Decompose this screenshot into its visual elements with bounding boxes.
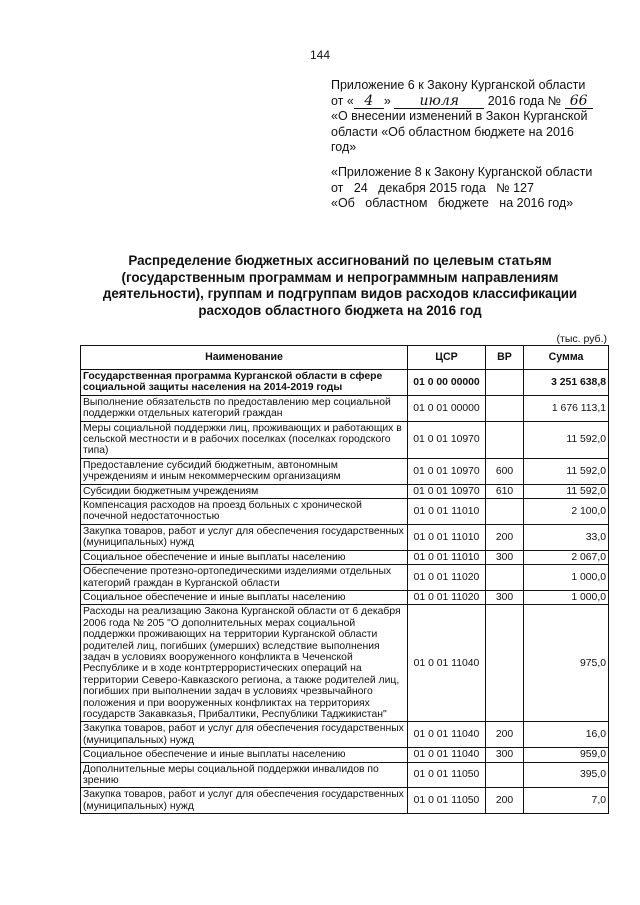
cell-name: Закупка товаров, работ и услуг для обеспечения государственных (муниципальных) нужд (81, 722, 408, 748)
appendix-8-line2: от 24 декабря 2015 года № 127 (331, 180, 534, 195)
cell-vr: 300 (486, 590, 524, 604)
cell-vr: 300 (486, 550, 524, 564)
appendix-8-line3: «Об областном бюджете на 2016 год» (331, 196, 574, 210)
cell-name: Предоставление субсидий бюджетным, автономным учреждениям и иным некоммерческим организациям (81, 458, 408, 484)
table-row (81, 499, 609, 525)
appendix-6-line4: области «Об областном бюджете на 2016 (331, 124, 574, 139)
handwritten-number: 66 (565, 95, 593, 109)
page-number: 144 (309, 48, 331, 62)
cell-name: Расходы на реализацию Закона Курганской области от 6 декабря 2006 года № 205 "О дополнительных мерах социальной поддержки проживающих на территории Курганской области родителей лиц, погибших (умерших) вследствие выполнения задач в условиях вооруженного конфликта в Чеченской Республике и в ходе контртеррористических операций на территории Северо-Кавказского региона, а также родителей лиц, погибших при выполнении задач в условиях чрезвычайного положения и при вооруженных конфликтах на территориях государств Закавказья, Прибалтики, Республики Таджикистан" (81, 605, 408, 722)
table-row (81, 421, 609, 458)
cell-vr (486, 499, 524, 525)
cell-sum: 11 592,0 (524, 484, 609, 498)
table-row (81, 788, 609, 814)
table-row (81, 484, 609, 498)
cell-csr: 01 0 01 00000 (408, 395, 486, 421)
date-mid: » (383, 93, 391, 108)
table-row (81, 370, 609, 396)
table-row (81, 748, 609, 762)
table-row (81, 722, 609, 748)
appendix-6-date-line (331, 94, 611, 110)
cell-name: Закупка товаров, работ и услуг для обеспечения государственных (муниципальных) нужд (81, 788, 408, 814)
table-row (81, 550, 609, 564)
header-csr: ЦСР (408, 346, 486, 370)
appendix-6-line1: Приложение 6 к Закону Курганской области (331, 78, 586, 92)
cell-csr: 01 0 00 00000 (408, 370, 486, 396)
units-label: (тыс. руб.) (556, 333, 607, 345)
cell-sum: 1 000,0 (524, 590, 609, 604)
cell-csr: 01 0 01 11050 (408, 762, 486, 788)
appendix-6-line3: «О внесении изменений в Закон Курганской (331, 109, 588, 123)
table-row (81, 395, 609, 421)
cell-sum: 1 000,0 (524, 565, 609, 591)
appendix-8-header (331, 165, 611, 212)
handwritten-day: 4 (354, 95, 384, 109)
header-vr: ВР (486, 346, 524, 370)
cell-csr: 01 0 01 10970 (408, 484, 486, 498)
cell-sum: 975,0 (524, 605, 609, 722)
table-row (81, 605, 609, 722)
cell-csr: 01 0 01 11050 (408, 788, 486, 814)
cell-csr: 01 0 01 10970 (408, 421, 486, 458)
table-row (81, 590, 609, 604)
cell-name: Социальное обеспечение и иные выплаты населению (81, 748, 408, 762)
cell-sum: 959,0 (524, 748, 609, 762)
cell-name: Социальное обеспечение и иные выплаты населению (81, 590, 408, 604)
date-prefix: от « (331, 93, 354, 108)
document-title: Распределение бюджетных ассигнований по целевым статьям (государственным программам и непрограммным направлениям деятельности), группам и подгруппам видов расходов классификации расходов областного бюджета на 2016 год (102, 253, 578, 318)
header-name: Наименование (81, 346, 408, 370)
cell-vr: 200 (486, 722, 524, 748)
cell-name: Обеспечение протезно-ортопедическими изделиями отдельных категорий граждан в Курганской области (81, 565, 408, 591)
table-header-row (81, 346, 609, 370)
cell-csr: 01 0 01 11040 (408, 722, 486, 748)
cell-vr: 200 (486, 788, 524, 814)
table-row (81, 565, 609, 591)
appendix-8-line1: «Приложение 8 к Закону Курганской области (331, 165, 593, 179)
cell-csr: 01 0 01 11020 (408, 590, 486, 604)
cell-sum: 1 676 113,1 (524, 395, 609, 421)
budget-table (80, 345, 609, 814)
cell-vr (486, 565, 524, 591)
cell-csr: 01 0 01 11010 (408, 550, 486, 564)
cell-sum: 7,0 (524, 788, 609, 814)
cell-sum: 11 592,0 (524, 458, 609, 484)
year-part: 2016 года № (487, 93, 562, 108)
cell-csr: 01 0 01 11010 (408, 524, 486, 550)
cell-vr: 600 (486, 458, 524, 484)
cell-vr (486, 370, 524, 396)
cell-vr (486, 421, 524, 458)
cell-csr: 01 0 01 11010 (408, 499, 486, 525)
cell-vr (486, 395, 524, 421)
cell-name: Социальное обеспечение и иные выплаты населению (81, 550, 408, 564)
cell-sum: 33,0 (524, 524, 609, 550)
cell-name: Закупка товаров, работ и услуг для обеспечения государственных (муниципальных) нужд (81, 524, 408, 550)
cell-sum: 2 100,0 (524, 499, 609, 525)
cell-csr: 01 0 01 11040 (408, 748, 486, 762)
cell-sum: 16,0 (524, 722, 609, 748)
cell-name: Компенсация расходов на проезд больных с хронической почечной недостаточностью (81, 499, 408, 525)
table-row (81, 458, 609, 484)
cell-csr: 01 0 01 11020 (408, 565, 486, 591)
cell-sum: 3 251 638,8 (524, 370, 609, 396)
cell-vr: 200 (486, 524, 524, 550)
cell-vr (486, 605, 524, 722)
cell-csr: 01 0 01 11040 (408, 605, 486, 722)
handwritten-month: июля (394, 95, 484, 109)
cell-sum: 2 067,0 (524, 550, 609, 564)
table-row (81, 524, 609, 550)
cell-csr: 01 0 01 10970 (408, 458, 486, 484)
appendix-6-line5: год» (331, 140, 357, 154)
cell-name: Выполнение обязательств по предоставлению мер социальной поддержки отдельных категорий граждан (81, 395, 408, 421)
cell-sum: 11 592,0 (524, 421, 609, 458)
cell-name: Дополнительные меры социальной поддержки инвалидов по зрению (81, 762, 408, 788)
cell-name: Меры социальной поддержки лиц, проживающих и работающих в сельской местности и в рабочих поселках (поселках городского типа) (81, 421, 408, 458)
appendix-6-header (331, 78, 611, 156)
cell-name: Государственная программа Курганской области в сфере социальной защиты населения на 2014-2019 годы (81, 370, 408, 396)
cell-name: Субсидии бюджетным учреждениям (81, 484, 408, 498)
table-row (81, 762, 609, 788)
header-sum: Сумма (524, 346, 609, 370)
cell-sum: 395,0 (524, 762, 609, 788)
cell-vr: 610 (486, 484, 524, 498)
cell-vr (486, 762, 524, 788)
cell-vr: 300 (486, 748, 524, 762)
